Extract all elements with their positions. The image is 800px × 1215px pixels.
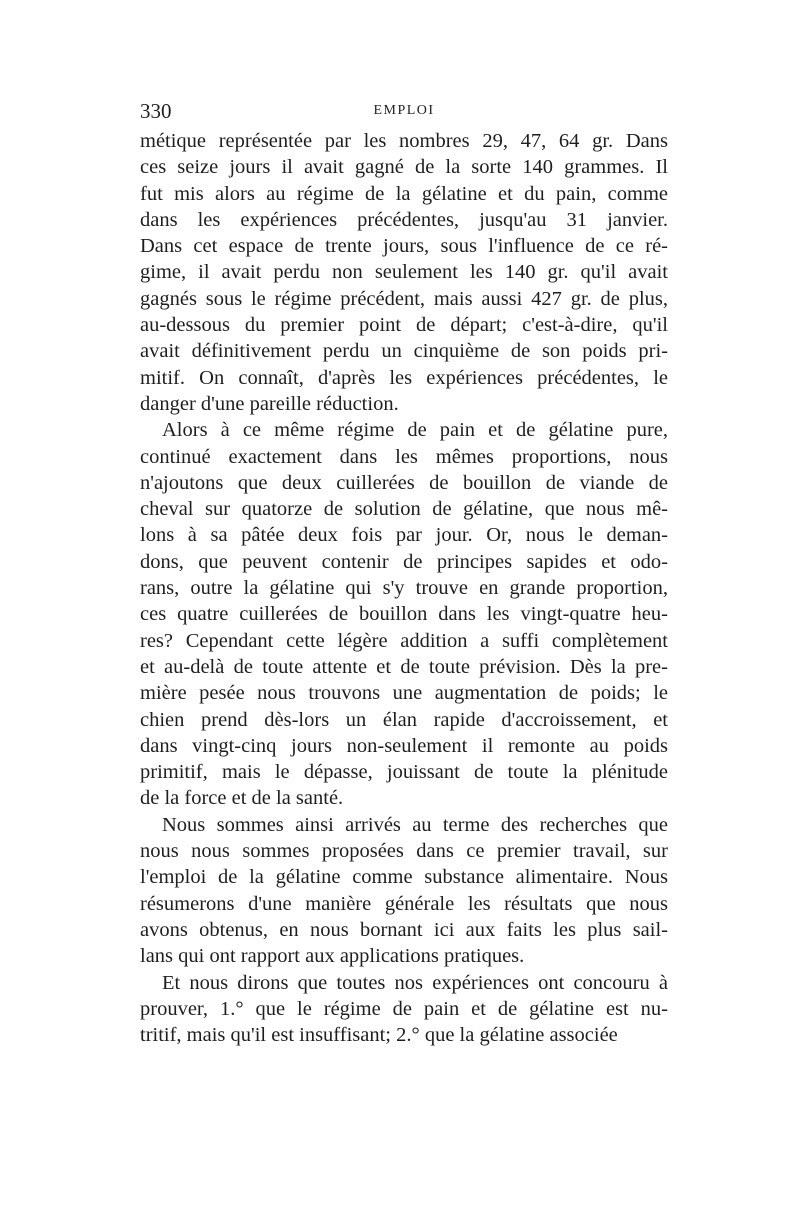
text-line: et au-delà de toute attente et de toute prévision. Dès la pre- — [140, 655, 668, 678]
text-line: danger d'une pareille réduction. — [140, 392, 399, 415]
text-line: lons à sa pâtée deux fois par jour. Or, nous le deman- — [140, 524, 668, 547]
text-line: nous nous sommes proposées dans ce premier travail, sur — [140, 840, 668, 863]
text-line: résumerons d'une manière générale les résultats que nous — [140, 892, 668, 915]
text-line: lans qui ont rapport aux applications pratiques. — [140, 945, 525, 968]
text-line: avait définitivement perdu un cinquième de son poids pri- — [140, 340, 668, 363]
paragraph — [140, 970, 668, 1049]
text-line: dons, que peuvent contenir de principes sapides et odo- — [140, 550, 668, 573]
text-line: primitif, mais le dépasse, jouissant de toute la plénitude — [140, 761, 668, 784]
paragraph — [140, 128, 668, 417]
text-line: mitif. On connaît, d'après les expériences précédentes, le — [140, 366, 668, 389]
text-line: Dans cet espace de trente jours, sous l'influence de ce ré- — [140, 235, 668, 258]
text-line: rans, outre la gélatine qui s'y trouve en grande proportion, — [140, 577, 668, 600]
text-line: Alors à ce même régime de pain et de gélatine pure, — [162, 419, 668, 442]
text-line: prouver, 1.° que le régime de pain et de gélatine est nu- — [140, 997, 668, 1020]
text-line: dans vingt-cinq jours non-seulement il remonte au poids — [140, 734, 668, 757]
paragraph — [140, 417, 668, 811]
text-line: avons obtenus, en nous bornant ici aux faits les plus sail- — [140, 918, 668, 941]
text-line: tritif, mais qu'il est insuffisant; 2.° que la gélatine associée — [140, 1024, 618, 1047]
paragraph — [140, 812, 668, 970]
text-line: mière pesée nous trouvons une augmentation de poids; le — [140, 682, 668, 705]
text-line: res? Cependant cette légère addition a suffi complètement — [140, 629, 668, 652]
page-header — [140, 96, 668, 126]
text-line: l'emploi de la gélatine comme substance alimentaire. Nous — [140, 866, 668, 889]
text-line: Et nous dirons que toutes nos expériences ont concouru à — [162, 971, 668, 994]
text-line: gagnés sous le régime précédent, mais aussi 427 gr. de plus, — [140, 287, 668, 310]
text-line: au-dessous du premier point de départ; c'est-à-dire, qu'il — [140, 314, 668, 337]
text-line: ces seize jours il avait gagné de la sorte 140 grammes. Il — [140, 156, 668, 179]
text-line: chien prend dès-lors un élan rapide d'accroissement, et — [140, 708, 668, 731]
text-line: dans les expériences précédentes, jusqu'au 31 janvier. — [140, 208, 668, 231]
text-line: métique représentée par les nombres 29, 47, 64 gr. Dans — [140, 130, 668, 152]
text-line: cheval sur quatorze de solution de gélatine, que nous mê- — [140, 498, 668, 521]
body-text — [140, 128, 668, 1048]
text-line: ces quatre cuillerées de bouillon dans les vingt-quatre heu- — [140, 603, 668, 626]
text-line: gime, il avait perdu non seulement les 140 gr. qu'il avait — [140, 261, 668, 284]
text-line: fut mis alors au régime de la gélatine et du pain, comme — [140, 182, 668, 205]
text-line: de la force et de la santé. — [140, 787, 344, 810]
text-line: Nous sommes ainsi arrivés au terme des recherches que — [162, 813, 668, 836]
page-number: 330 — [140, 99, 172, 123]
text-line: n'ajoutons que deux cuillerées de bouillon de viande de — [140, 471, 668, 494]
running-head: EMPLOI — [373, 103, 435, 118]
text-line: continué exactement dans les mêmes proportions, nous — [140, 445, 668, 468]
